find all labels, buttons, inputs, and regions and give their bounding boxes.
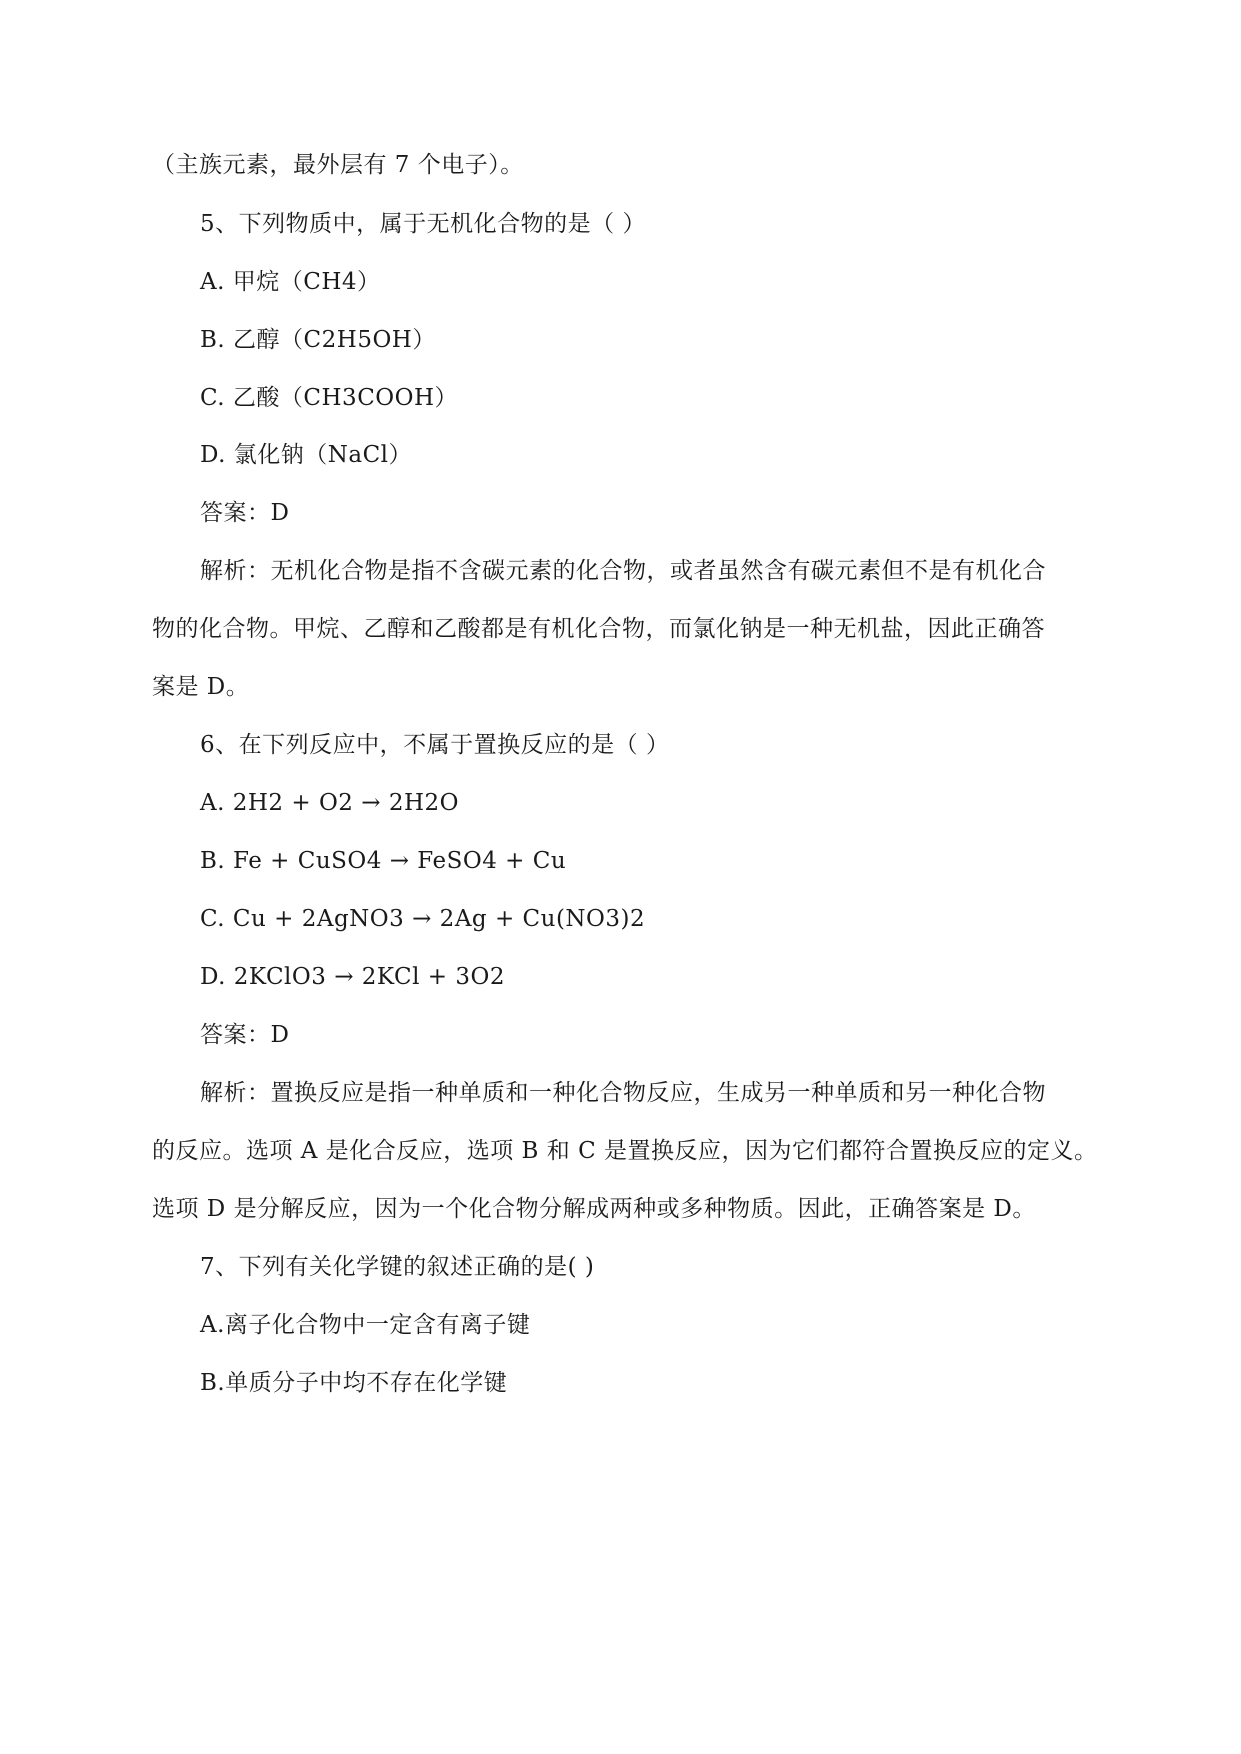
option-d: D. 氯化钠（NaCl） (200, 442, 413, 468)
option-a: A. 甲烷（CH4） (200, 269, 381, 295)
explanation-line: 的反应。选项 A 是化合反应，选项 B 和 C 是置换反应，因为它们都符合置换反应的定义。 (152, 1138, 1098, 1164)
answer-label: 答案：D (200, 1022, 290, 1048)
question-5: 5、下列物质中，属于无机化合物的是（ ） (200, 211, 646, 237)
explanation-line: 物的化合物。甲烷、乙醇和乙酸都是有机化合物，而氯化钠是一种无机盐，因此正确答 (152, 616, 1045, 642)
option-a: A.离子化合物中一定含有离子键 (200, 1312, 531, 1338)
option-c: C. Cu + 2AgNO3 → 2Ag + Cu(NO3)2 (200, 906, 646, 932)
option-a: A. 2H2 + O2 → 2H2O (200, 790, 460, 816)
explanation-line: 选项 D 是分解反应，因为一个化合物分解成两种或多种物质。因此，正确答案是 D。 (152, 1196, 1036, 1222)
option-c: C. 乙酸（CH3COOH） (200, 385, 459, 411)
question-7: 7、下列有关化学键的叙述正确的是( ) (200, 1254, 595, 1280)
answer-label: 答案：D (200, 500, 290, 526)
explanation-line: 案是 D。 (152, 674, 250, 700)
question-6: 6、在下列反应中，不属于置换反应的是（ ） (200, 732, 670, 758)
explanation-line: 解析：无机化合物是指不含碳元素的化合物，或者虽然含有碳元素但不是有机化合 (200, 558, 1046, 584)
option-d: D. 2KClO3 → 2KCl + 3O2 (200, 964, 505, 990)
option-b: B. Fe + CuSO4 → FeSO4 + Cu (200, 848, 567, 874)
option-b: B. 乙醇（C2H5OH） (200, 327, 436, 353)
option-b: B.单质分子中均不存在化学键 (200, 1370, 508, 1396)
text-line: （主族元素，最外层有 7 个电子）。 (152, 152, 524, 178)
explanation-line: 解析：置换反应是指一种单质和一种化合物反应，生成另一种单质和另一种化合物 (200, 1080, 1046, 1106)
